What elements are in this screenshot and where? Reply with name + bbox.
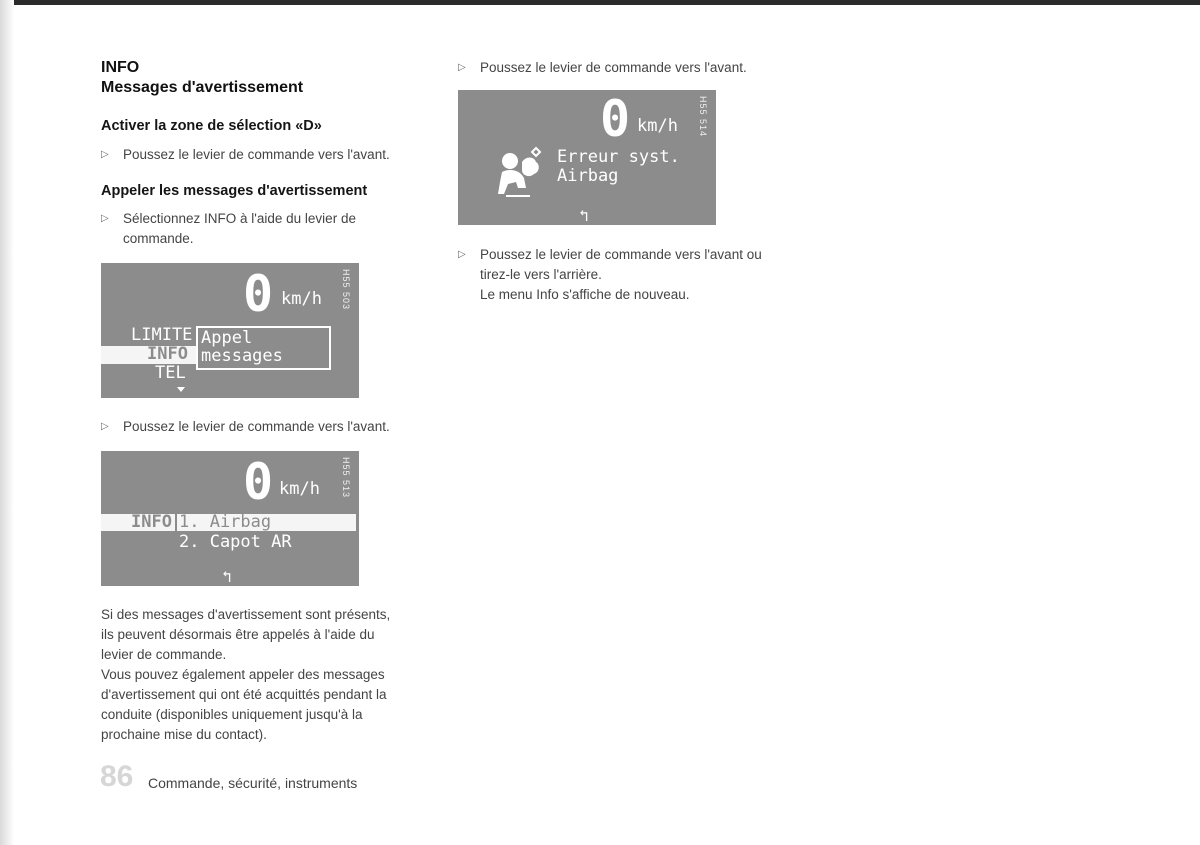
menu-label-info: INFO bbox=[131, 512, 172, 532]
error-line2: Airbag bbox=[557, 166, 619, 186]
back-arrow-icon: ↰ bbox=[579, 206, 589, 225]
section-heading-messages: Appeler les messages d'avertissement bbox=[101, 183, 368, 199]
scroll-down-icon bbox=[177, 387, 185, 392]
step-push-forward-1: ▷ Poussez le levier de commande vers l'avant. bbox=[101, 417, 441, 437]
figure-code: H55 514 bbox=[698, 96, 708, 138]
paragraph-line: levier de commande. bbox=[101, 647, 227, 662]
menu-item-tel: TEL bbox=[155, 363, 186, 383]
airbag-warning-icon bbox=[496, 144, 552, 198]
step-activate: ▷ Poussez le levier de commande vers l'avant. bbox=[101, 145, 441, 165]
footer-section-title: Commande, sécurité, instruments bbox=[148, 775, 358, 791]
lcd-display-airbag-error bbox=[458, 90, 716, 225]
message-item-1: 1. Airbag bbox=[179, 512, 272, 532]
lcd-display-menu bbox=[101, 263, 359, 398]
error-line1: Erreur syst. bbox=[557, 147, 680, 167]
step-push-forward-2: ▷ Poussez le levier de commande vers l'avant. bbox=[458, 58, 818, 78]
step-marker-icon: ▷ bbox=[458, 249, 466, 260]
step-marker-icon: ▷ bbox=[101, 149, 109, 160]
submenu-line1: Appel bbox=[201, 328, 253, 348]
speed-unit: km/h bbox=[281, 289, 322, 309]
paragraph-line: Vous pouvez également appeler des messages bbox=[101, 667, 385, 682]
paragraph-line: conduite (disponibles uniquement jusqu'à la bbox=[101, 707, 363, 722]
figure-code: H55 513 bbox=[341, 457, 351, 499]
speed-unit: km/h bbox=[637, 116, 678, 136]
speed-value: 0 bbox=[600, 90, 631, 148]
step-marker-icon: ▷ bbox=[101, 213, 109, 224]
explanation-paragraph bbox=[101, 605, 446, 745]
speed-value: 0 bbox=[243, 453, 274, 511]
page-number: 86 bbox=[100, 760, 134, 793]
lcd-display-message-list bbox=[101, 451, 359, 586]
step-select-info: ▷ Sélectionnez INFO à l'aide du levier de commande. bbox=[101, 211, 356, 246]
speed-value: 0 bbox=[243, 265, 274, 323]
paragraph-line: prochaine mise du contact). bbox=[101, 727, 267, 742]
page-top-edge bbox=[0, 0, 1200, 5]
page-subtitle: Messages d'avertissement bbox=[101, 79, 304, 96]
speed-unit: km/h bbox=[279, 479, 320, 499]
menu-item-info: INFO bbox=[147, 344, 188, 364]
paragraph-line: d'avertissement qui ont été acquittés pendant la bbox=[101, 687, 387, 702]
section-heading-activate: Activer la zone de sélection «D» bbox=[101, 118, 322, 134]
step-return-menu: ▷ Poussez le levier de commande vers l'avant ou tirez-le vers l'arrière. Le menu Info s'affiche de nouveau. bbox=[458, 247, 762, 302]
back-arrow-icon: ↰ bbox=[222, 567, 232, 586]
divider bbox=[175, 513, 177, 532]
figure-code: H55 503 bbox=[341, 269, 351, 311]
heading-block bbox=[101, 58, 441, 98]
paragraph-line: ils peuvent désormais être appelés à l'aide du bbox=[101, 627, 375, 642]
submenu-line2: messages bbox=[201, 346, 283, 366]
paragraph-line: Si des messages d'avertissement sont présents, bbox=[101, 607, 391, 622]
step-marker-icon: ▷ bbox=[458, 62, 466, 73]
page-gutter-shadow bbox=[0, 0, 14, 845]
message-item-2: 2. Capot AR bbox=[179, 532, 292, 552]
menu-item-limite: LIMITE bbox=[131, 325, 193, 345]
page-title: INFO bbox=[101, 59, 140, 76]
step-marker-icon: ▷ bbox=[101, 421, 109, 432]
